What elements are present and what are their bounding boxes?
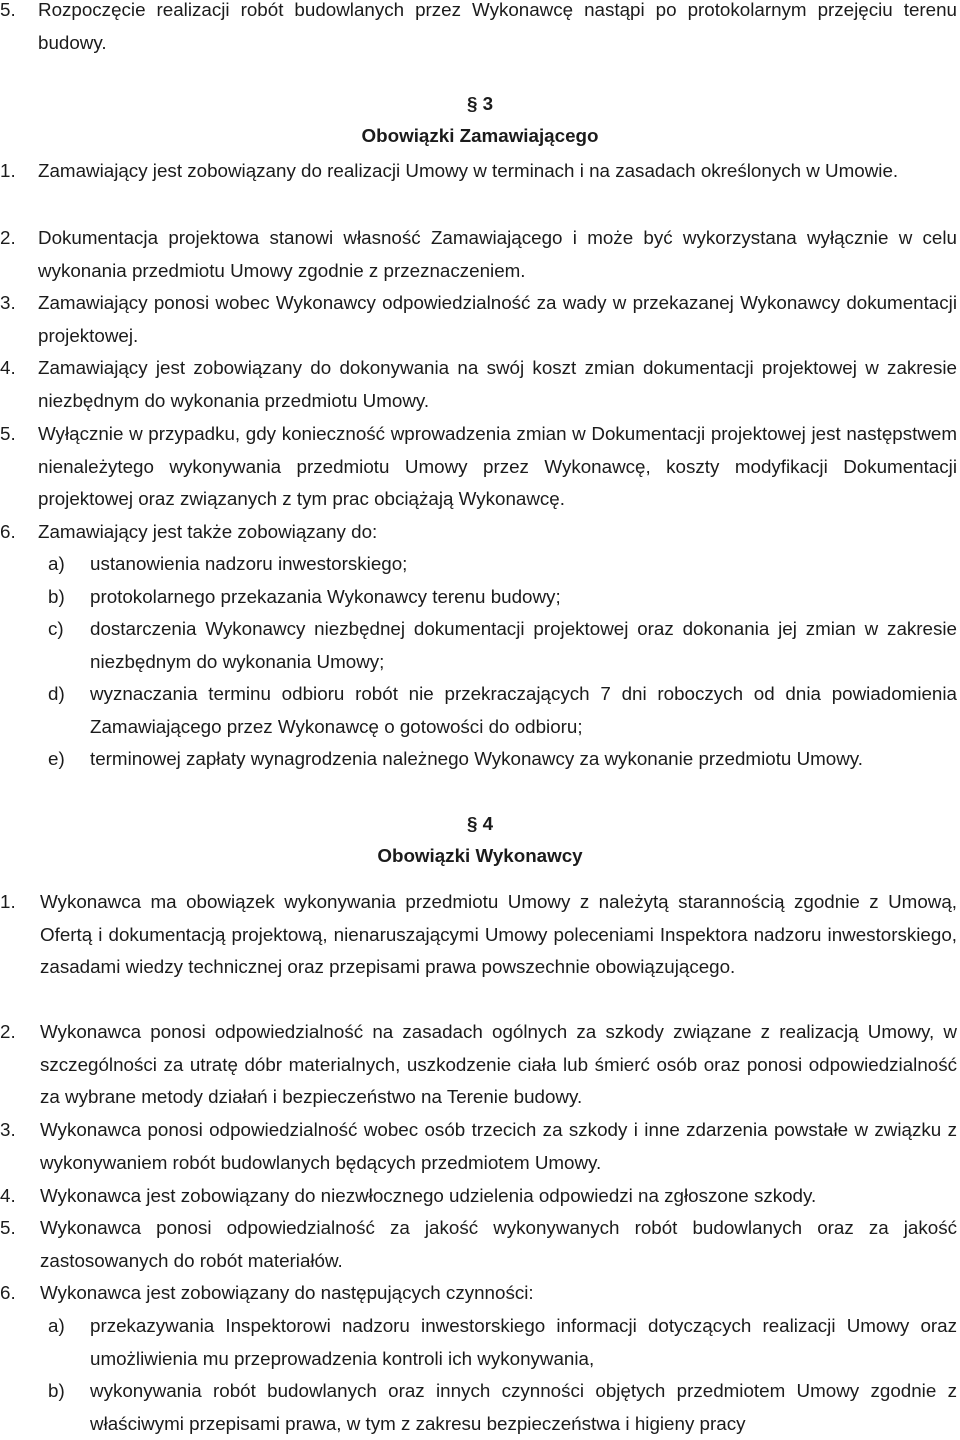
section-heading: § 4 [466,813,494,834]
list-item [0,0,957,59]
sub-item-text: wyznaczania terminu odbioru robót nie przekraczających 7 dni roboczych od dnia powiadomienia Zamawiającego przez Wykonawcę o gotowości do odbioru; [90,683,957,737]
item-text: Rozpoczęcie realizacji robót budowlanych przez Wykonawcę nastąpi po protokolarnym przejęciu terenu budowy. [38,0,957,53]
list-item [0,516,957,549]
sub-item-letter: b) [48,586,65,607]
item-number: 1. [0,891,16,912]
list-item [0,1180,957,1213]
list-item [0,155,957,188]
sub-item-text: ustanowienia nadzoru inwestorskiego; [90,553,408,574]
list-item [0,1114,957,1179]
item-number: 2. [0,227,16,248]
list-item [0,287,957,352]
item-text: Zamawiający ponosi wobec Wykonawcy odpowiedzialność za wady w przekazanej Wykonawcy dokumentacji projektowej. [38,292,957,346]
item-text: Wykonawca jest zobowiązany do następujących czynności: [40,1282,534,1303]
sub-item-text: przekazywania Inspektorowi nadzoru inwestorskiego informacji dotyczących realizacji Umowy oraz umożliwienia mu przeprowadzenia kontroli ich wykonywania, [90,1315,957,1369]
sub-item-letter: b) [48,1380,65,1401]
sub-item-letter: c) [48,618,64,639]
section-title: Obowiązki Wykonawcy [377,845,583,866]
sub-item-text: protokolarnego przekazania Wykonawcy terenu budowy; [90,586,561,607]
sub-item-letter: e) [48,748,65,769]
item-text: Wykonawca ponosi odpowiedzialność za jakość wykonywanych robót budowlanych oraz za jakość zastosowanych do robót materiałów. [40,1217,957,1271]
sub-item [48,678,957,743]
item-text: Zamawiający jest zobowiązany do dokonywania na swój koszt zmian dokumentacji projektowej w zakresie niezbędnym do wykonania przedmiotu Umowy. [38,357,957,411]
sub-item [48,613,957,678]
item-number: 5. [0,0,16,20]
item-text: Dokumentacja projektowa stanowi własność Zamawiającego i może być wykorzystana wyłącznie w celu wykonania przedmiotu Umowy zgodnie z przeznaczeniem. [38,227,957,281]
sub-item-letter: a) [48,553,65,574]
item-text: Zamawiający jest także zobowiązany do: [38,521,378,542]
sub-item-text: terminowej zapłaty wynagrodzenia należnego Wykonawcy za wykonanie przedmiotu Umowy. [90,748,864,769]
item-text: Zamawiający jest zobowiązany do realizacji Umowy w terminach i na zasadach określonych w Umowie. [38,160,899,181]
sub-item [48,581,957,614]
item-number: 5. [0,1217,16,1238]
sub-item-letter: d) [48,683,65,704]
item-number: 5. [0,423,16,444]
item-number: 3. [0,292,16,313]
sub-item [48,743,957,776]
sub-item-text: dostarczenia Wykonawcy niezbędnej dokumentacji projektowej oraz dokonania jej zmian w zakresie niezbędnym do wykonania Umowy; [90,618,957,672]
item-number: 4. [0,1185,16,1206]
item-text: Wyłącznie w przypadku, gdy konieczność wprowadzenia zmian w Dokumentacji projektowej jest następstwem nienależytego wykonywania przedmiotu Umowy przez Wykonawcę, koszty modyfikacji Dokumentacji projektowej oraz związanych z tym prac obciążają Wykonawcę. [38,423,957,509]
sub-item-letter: a) [48,1315,65,1336]
sub-item [48,548,957,581]
list-item [0,886,957,984]
item-text: Wykonawca ponosi odpowiedzialność wobec osób trzecich za szkody i inne zdarzenia powstałe w związku z wykonywaniem robót budowlanych będących przedmiotem Umowy. [40,1119,957,1173]
item-number: 1. [0,160,16,181]
list-item [0,352,957,417]
list-item [0,222,957,287]
item-text: Wykonawca ma obowiązek wykonywania przedmiotu Umowy z należytą starannością zgodnie z Umową, Ofertą i dokumentacją projektową, nienaruszającymi Umowy poleceniami Inspektora nadzoru inwestorskiego, zasadami wiedzy technicznej oraz przepisami prawa powszechnie obowiązującego. [40,891,957,977]
item-number: 4. [0,357,16,378]
list-item [0,1016,957,1114]
item-text: Wykonawca ponosi odpowiedzialność na zasadach ogólnych za szkody związane z realizacją Umowy, w szczególności za utratę dóbr materialnych, uszkodzenie ciała lub śmierć osób oraz ponosi odpowiedzialność za wybrane metody działań i bezpieczeństwo na Terenie budowy. [40,1021,957,1107]
item-number: 6. [0,1282,16,1303]
list-item [0,1277,957,1310]
list-item [0,1212,957,1277]
sub-item-text: wykonywania robót budowlanych oraz innych czynności objętych przedmiotem Umowy zgodnie z właściwymi przepisami prawa, w tym z zakresu bezpieczeństwa i higieny pracy [90,1380,957,1434]
section-heading: § 3 [466,93,494,114]
item-number: 2. [0,1021,16,1042]
item-number: 6. [0,521,16,542]
item-number: 3. [0,1119,16,1140]
sub-item [48,1375,957,1440]
item-text: Wykonawca jest zobowiązany do niezwłocznego udzielenia odpowiedzi na zgłoszone szkody. [40,1185,817,1206]
list-item [0,418,957,516]
section-title: Obowiązki Zamawiającego [361,125,599,146]
sub-item [48,1310,957,1375]
